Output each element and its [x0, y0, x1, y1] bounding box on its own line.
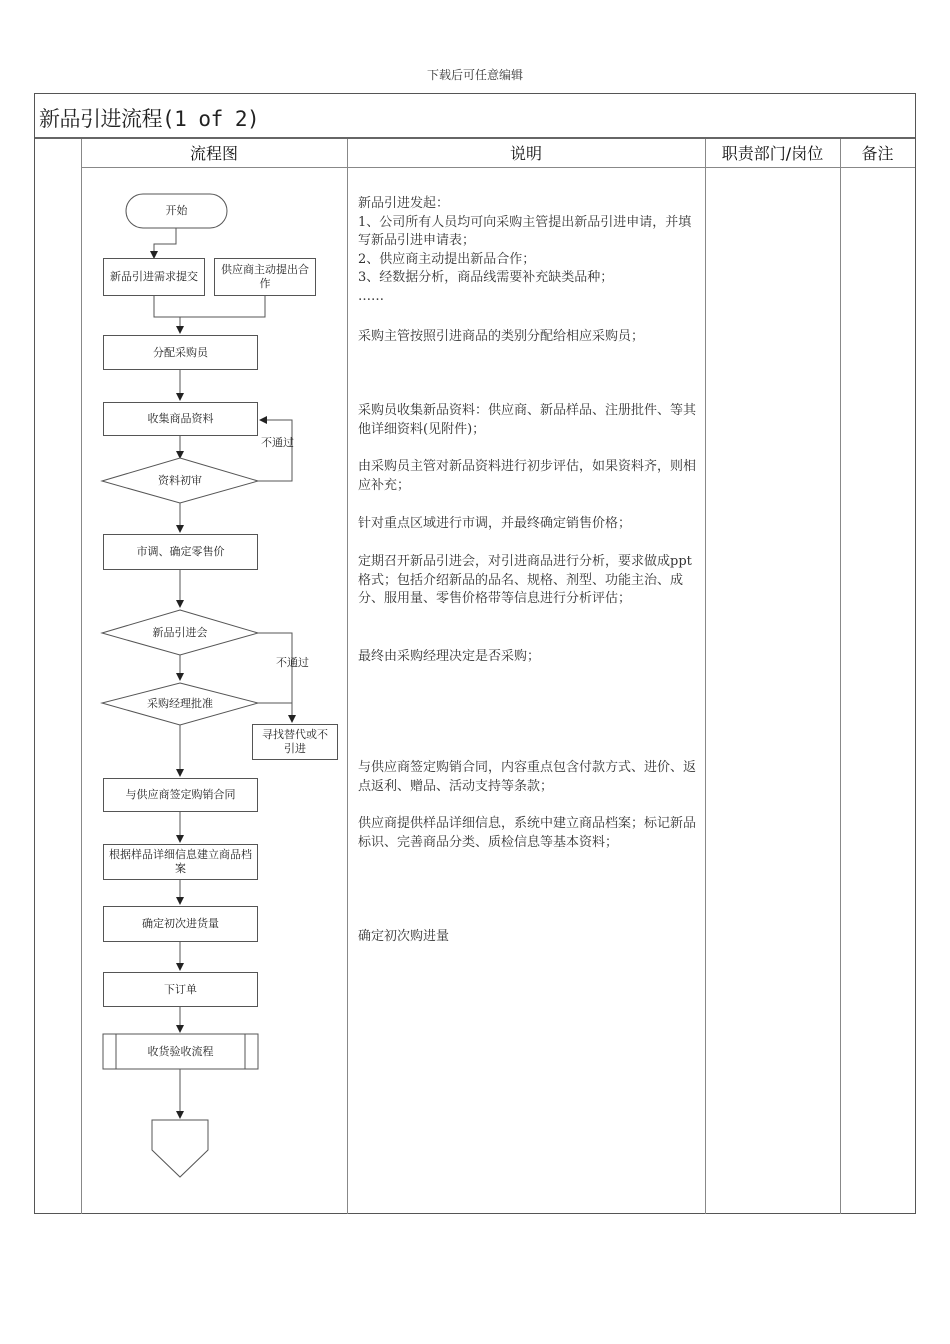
description-quantity: 确定初次购进量	[358, 929, 450, 944]
flow-receive: 收货验收流程	[147, 1044, 214, 1058]
description-assign: 采购主管按照引进商品的类别分配给相应采购员；	[358, 329, 645, 344]
header-note: 下载后可任意编辑	[426, 68, 523, 82]
flow-assign: 分配采购员	[103, 335, 258, 370]
description-collect: 采购员收集新品资料：供应商、新品样品、注册批件、等其他详细资料(见附件)；	[358, 403, 697, 437]
flow-supplier: 供应商主动提出合作	[214, 258, 316, 296]
flow-fail-label-2: 不通过	[276, 656, 309, 669]
description-market: 针对重点区域进行市调，并最终确定销售价格；	[358, 516, 632, 531]
flow-start: 开始	[165, 204, 188, 217]
flow-alternative: 寻找替代或不引进	[252, 724, 338, 760]
flow-meeting: 新品引进会	[152, 625, 208, 639]
flow-fail-label-1: 不通过	[261, 436, 294, 449]
column-header-remarks: 备注	[861, 144, 894, 163]
offpage-connector	[152, 1120, 208, 1177]
column-header-description: 说明	[509, 144, 542, 163]
flow-order: 下订单	[103, 972, 258, 1007]
flow-quantity: 确定初次进货量	[103, 906, 258, 942]
description-initiate: 新品引进发起： 1、公司所有人员均可向采购主管提出新品引进申请，并填写新品引进申请表； 2、供应商主动提出新品合作； 3、经数据分析，商品线需要补充缺类品种； ……	[358, 196, 692, 304]
description-meeting: 定期召开新品引进会，对引进商品进行分析，要求做成ppt格式；包括介绍新品的品名、规格、剂型、功能主治、成分、服用量、零售价格带等信息进行分析评估；	[358, 554, 692, 606]
column-header-department: 职责部门/岗位	[721, 144, 824, 163]
column-header-flowchart: 流程图	[189, 144, 238, 163]
flow-market: 市调、确定零售价	[103, 534, 258, 570]
flow-contract: 与供应商签定购销合同	[103, 778, 258, 812]
description-review: 由采购员主管对新品资料进行初步评估，如果资料齐，则相应补充；	[358, 459, 697, 493]
flow-request: 新品引进需求提交	[103, 258, 205, 296]
page-title: 新品引进流程(1 of 2)	[39, 107, 260, 131]
flow-approve: 采购经理批准	[147, 697, 213, 710]
description-archive: 供应商提供样品详细信息，系统中建立商品档案；标记新品标识、完善商品分类、质检信息等基本资料；	[358, 816, 697, 850]
description-contract: 与供应商签定购销合同，内容重点包含付款方式、进价、返点返利、赠品、活动支持等条款；	[358, 760, 697, 794]
flow-review: 资料初审	[158, 473, 202, 487]
flow-archive: 根据样品详细信息建立商品档案	[103, 844, 258, 880]
flow-collect: 收集商品资料	[103, 402, 258, 436]
description-approve: 最终由采购经理决定是否采购；	[358, 649, 541, 664]
